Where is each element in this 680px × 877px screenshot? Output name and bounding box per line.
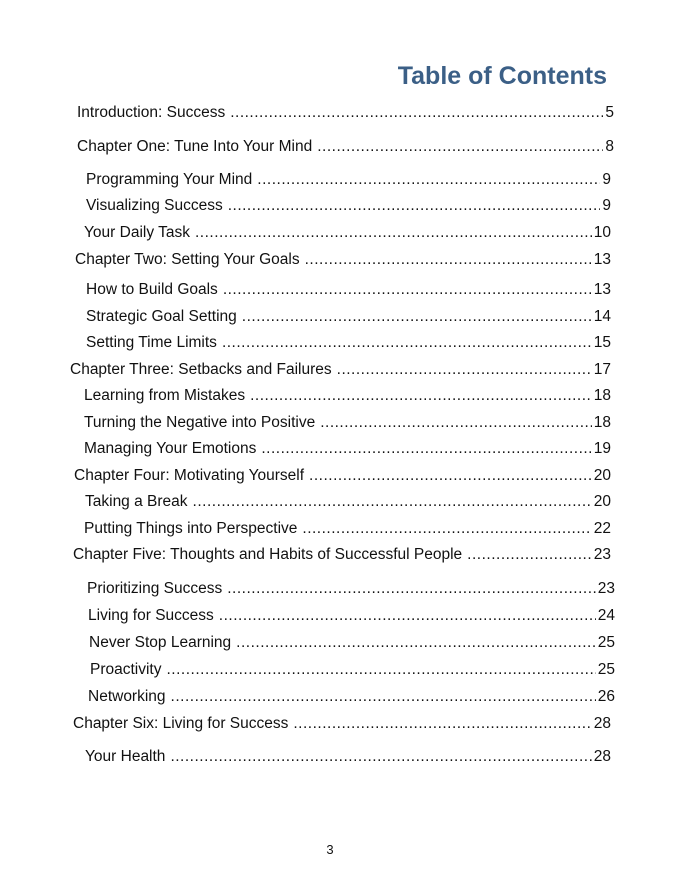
toc-entry-label: Learning from Mistakes [84, 387, 246, 404]
dot-leader [261, 439, 591, 459]
toc-entry-page: 17 [593, 361, 611, 378]
toc-entry-label: Networking [88, 688, 166, 705]
page-number: 3 [326, 842, 334, 857]
dot-leader [337, 360, 592, 380]
page-title: Table of Contents [397, 62, 607, 90]
toc-entry-page: 5 [605, 104, 614, 121]
toc-entry-page: 23 [593, 546, 611, 563]
toc-entry-page: 19 [593, 440, 611, 457]
toc-entry-page: 9 [602, 197, 611, 214]
toc-entry-page: 26 [597, 688, 615, 705]
toc-entry-networking[interactable] [88, 687, 615, 707]
toc-entry-your-health[interactable] [85, 747, 611, 767]
toc-entry-chapter-five[interactable] [73, 545, 611, 565]
toc-entry-page: 20 [593, 467, 611, 484]
toc-entry-turning-negative-positive[interactable] [84, 413, 611, 433]
toc-entry-programming-your-mind[interactable] [86, 170, 611, 190]
toc-entry-page: 13 [593, 251, 611, 268]
toc-entry-label: Chapter Four: Motivating Yourself [74, 467, 305, 484]
toc-entry-label: Chapter Five: Thoughts and Habits of Successful People [73, 546, 463, 563]
toc-entry-living-for-success[interactable] [88, 606, 615, 626]
dot-leader [230, 103, 603, 123]
toc-entry-introduction[interactable] [77, 103, 614, 123]
toc-entry-page: 23 [597, 580, 615, 597]
toc-entry-prioritizing-success[interactable] [87, 579, 615, 599]
toc-entry-label: Never Stop Learning [89, 634, 232, 651]
toc-entry-page: 28 [593, 715, 611, 732]
dot-leader [257, 170, 600, 190]
dot-leader [250, 386, 592, 406]
toc-entry-label: Your Health [85, 748, 166, 765]
dot-leader [222, 333, 592, 353]
toc-entry-your-daily-task[interactable] [84, 223, 611, 243]
toc-entry-label: Prioritizing Success [87, 580, 223, 597]
toc-entry-never-stop-learning[interactable] [89, 633, 615, 653]
dot-leader [223, 280, 592, 300]
toc-entry-chapter-three[interactable] [70, 360, 611, 380]
toc-entry-label: Chapter One: Tune Into Your Mind [77, 138, 313, 155]
toc-entry-strategic-goal-setting[interactable] [86, 307, 611, 327]
toc-entry-visualizing-success[interactable] [86, 196, 611, 216]
toc-entry-putting-things-perspective[interactable] [84, 519, 611, 539]
dot-leader [302, 519, 591, 539]
toc-entry-label: How to Build Goals [86, 281, 218, 298]
toc-entry-label: Setting Time Limits [86, 334, 217, 351]
toc-entry-chapter-four[interactable] [74, 466, 611, 486]
toc-entry-chapter-two[interactable] [75, 250, 611, 270]
toc-entry-page: 28 [593, 748, 611, 765]
dot-leader [293, 714, 591, 734]
dot-leader [467, 545, 592, 565]
toc-entry-label: Proactivity [90, 661, 162, 678]
toc-entry-proactivity[interactable] [90, 660, 615, 680]
dot-leader [305, 250, 592, 270]
toc-entry-chapter-one[interactable] [77, 137, 614, 157]
toc-entry-label: Living for Success [88, 607, 214, 624]
dot-leader [228, 196, 601, 216]
toc-entry-page: 9 [602, 171, 611, 188]
toc-entry-label: Chapter Two: Setting Your Goals [75, 251, 300, 268]
dot-leader [320, 413, 592, 433]
toc-entry-label: Programming Your Mind [86, 171, 253, 188]
dot-leader [227, 579, 596, 599]
toc-entry-page: 18 [593, 387, 611, 404]
dot-leader [170, 747, 591, 767]
dot-leader [219, 606, 596, 626]
toc-entry-label: Chapter Six: Living for Success [73, 715, 289, 732]
toc-entry-label: Introduction: Success [77, 104, 226, 121]
toc-entry-how-to-build-goals[interactable] [86, 280, 611, 300]
toc-entry-label: Managing Your Emotions [84, 440, 257, 457]
toc-entry-taking-a-break[interactable] [85, 492, 611, 512]
toc-entry-page: 20 [593, 493, 611, 510]
dot-leader [171, 687, 596, 707]
toc-entry-page: 18 [593, 414, 611, 431]
toc-entry-page: 24 [597, 607, 615, 624]
dot-leader [195, 223, 592, 243]
toc-entry-label: Your Daily Task [84, 224, 190, 241]
toc-entry-label: Taking a Break [85, 493, 188, 510]
dot-leader [309, 466, 592, 486]
toc-entry-managing-your-emotions[interactable] [84, 439, 611, 459]
dot-leader [167, 660, 596, 680]
dot-leader [193, 492, 592, 512]
toc-entry-page: 25 [597, 661, 615, 678]
toc-entry-setting-time-limits[interactable] [86, 333, 611, 353]
toc-entry-page: 14 [593, 308, 611, 325]
toc-entry-page: 8 [605, 138, 614, 155]
toc-entry-label: Chapter Three: Setbacks and Failures [70, 361, 332, 378]
dot-leader [317, 137, 603, 157]
toc-entry-label: Putting Things into Perspective [84, 520, 298, 537]
toc-entry-page: 25 [597, 634, 615, 651]
dot-leader [236, 633, 596, 653]
dot-leader [242, 307, 592, 327]
toc-entry-page: 22 [593, 520, 611, 537]
toc-entry-label: Turning the Negative into Positive [84, 414, 316, 431]
toc-entry-label: Strategic Goal Setting [86, 308, 237, 325]
toc-entry-page: 13 [593, 281, 611, 298]
toc-entry-chapter-six[interactable] [73, 714, 611, 734]
toc-entry-page: 15 [593, 334, 611, 351]
toc-entry-label: Visualizing Success [86, 197, 223, 214]
toc-entry-page: 10 [593, 224, 611, 241]
toc-entry-learning-from-mistakes[interactable] [84, 386, 611, 406]
